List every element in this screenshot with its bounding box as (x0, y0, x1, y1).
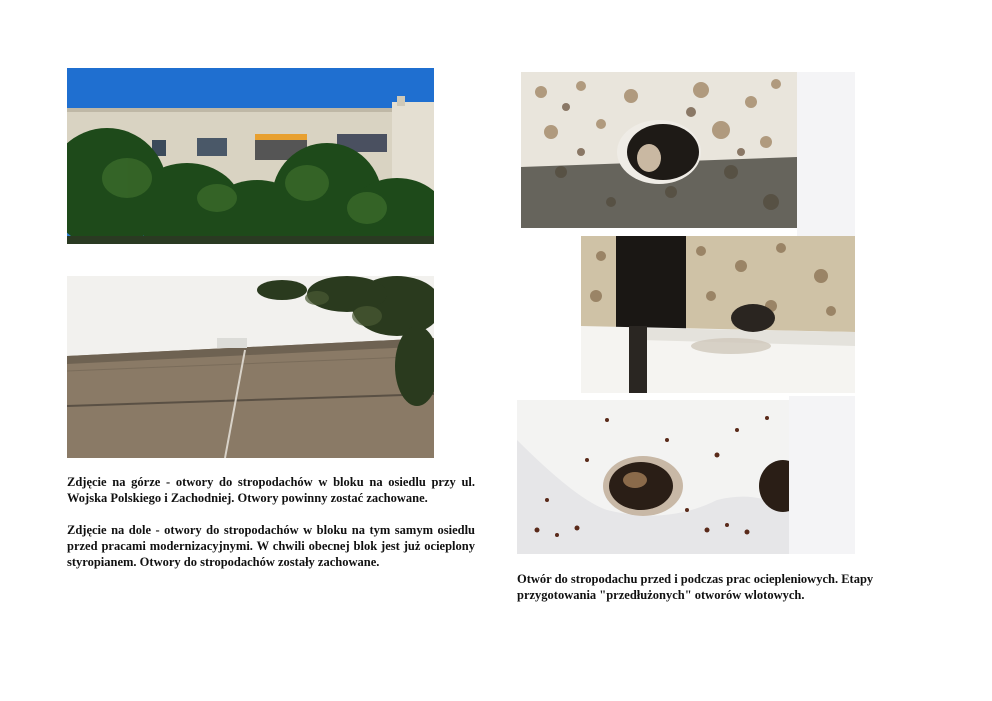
photo-white-panel (797, 72, 855, 236)
caption-bottom-photo: Zdjęcie na dole - otwory do stropodachów w bloku na tym samym osiedlu przed pracami modernizacyjnymi. W chwili obecnej blok jest już ocieplony styropianem. Otwory do stropodachów zostały zachowane. (67, 523, 475, 569)
left-caption (67, 474, 475, 570)
caption-right-photos: Otwór do stropodachu przed i podczas prac ociepleniowych. Etapy przygotowania "przedłużonych" otworów wlotowych. (517, 572, 874, 602)
right-caption (517, 571, 927, 603)
photo-block-with-trees (67, 68, 434, 244)
photo-opening-before (521, 72, 797, 228)
photo-block-before-modernization (67, 276, 434, 458)
photo-extended-inlet-openings (517, 400, 789, 554)
photo-white-panel-lower (789, 396, 855, 554)
caption-top-photo: Zdjęcie na górze - otwory do stropodachów w bloku na osiedlu przy ul. Wojska Polskiego i Zachodniej. Otwory powinny zostać zachowane. (67, 475, 475, 505)
photo-opening-during-insulation (581, 236, 855, 393)
